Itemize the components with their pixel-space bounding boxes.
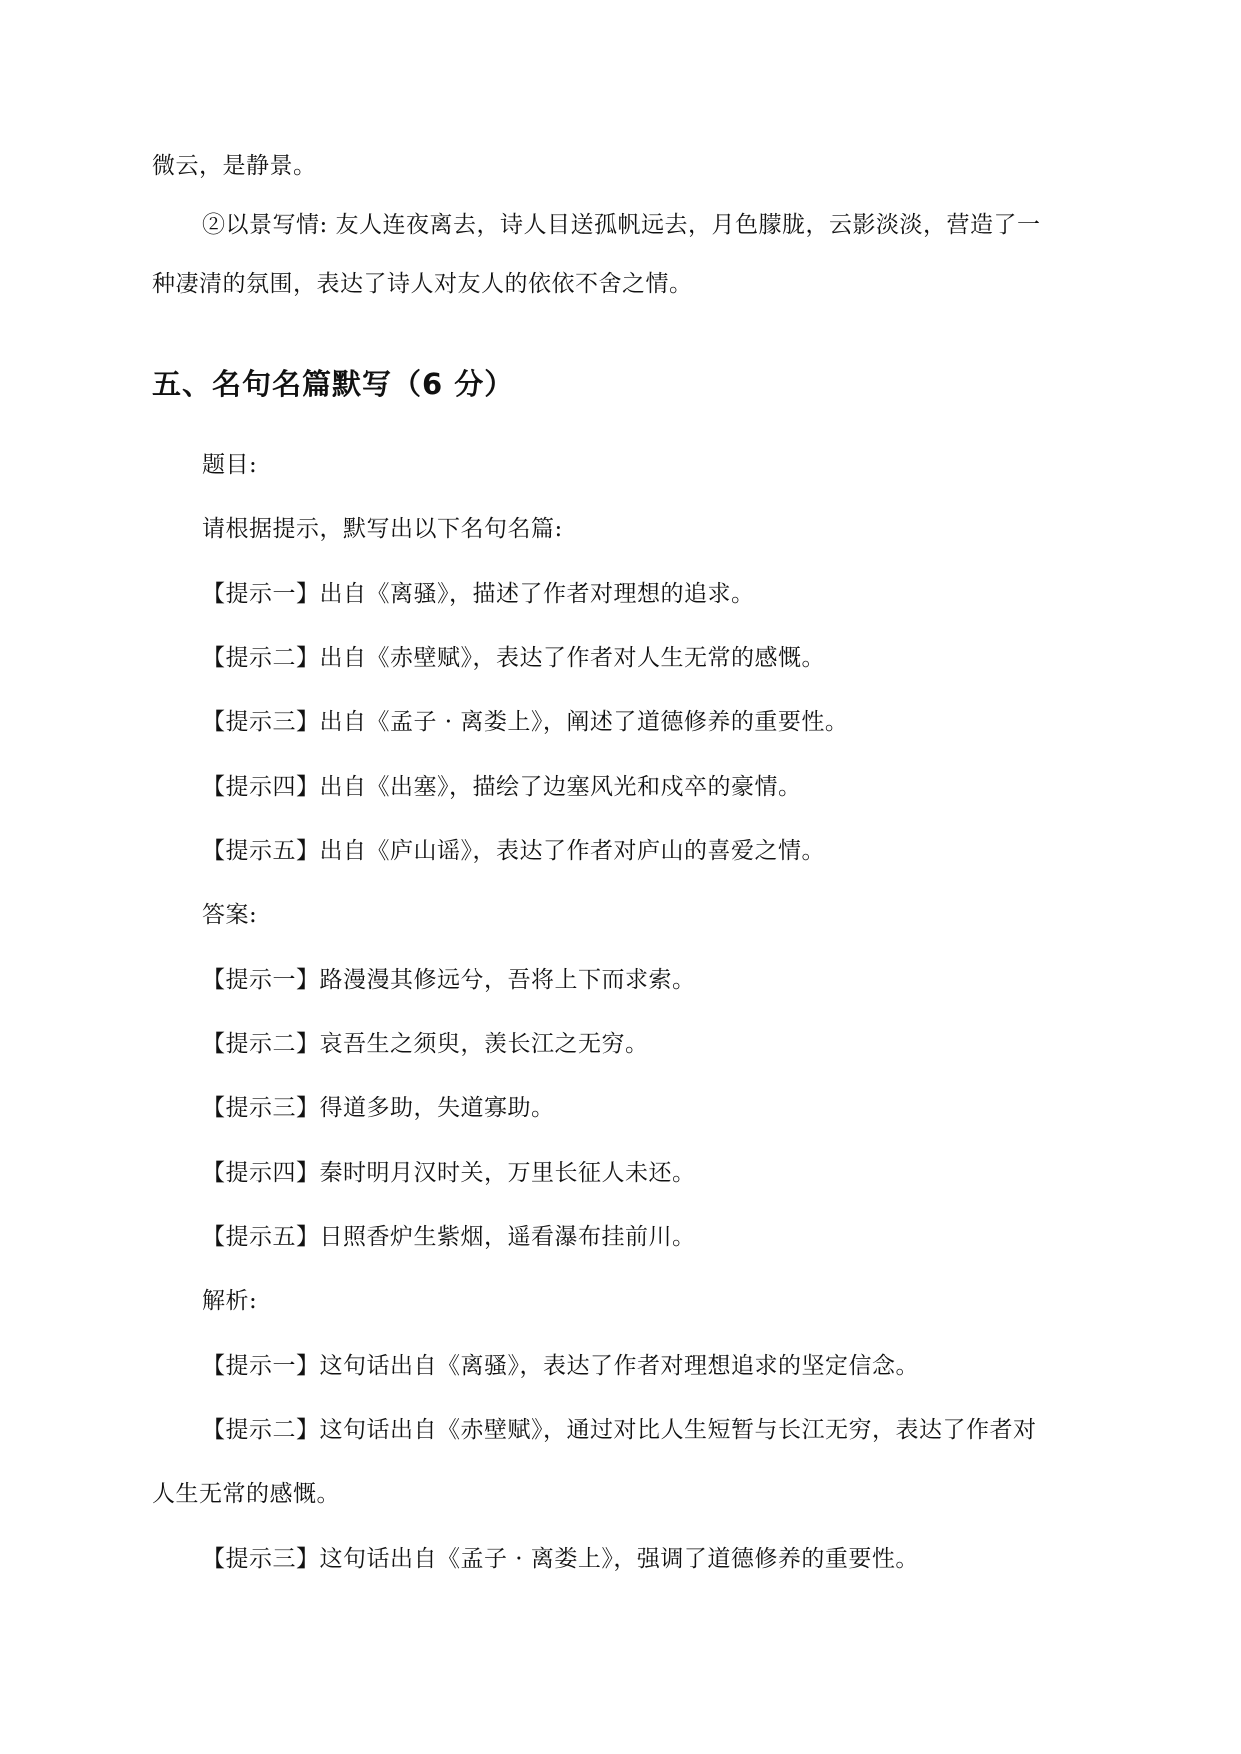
answer-2: 【提示二】哀吾生之须臾，羡长江之无穷。 bbox=[202, 1031, 649, 1057]
answer-4: 【提示四】秦时明月汉时关，万里长征人未还。 bbox=[202, 1160, 696, 1186]
analysis-3: 【提示三】这句话出自《孟子 · 离娄上》，强调了道德修养的重要性。 bbox=[202, 1546, 919, 1572]
question-label: 题目: bbox=[202, 452, 258, 478]
answer-1: 【提示一】路漫漫其修远兮，吾将上下而求索。 bbox=[202, 967, 696, 993]
answer-3: 【提示三】得道多助，失道寡助。 bbox=[202, 1095, 555, 1121]
intro-line-3: 种凄清的氛围，表达了诗人对友人的依依不舍之情。 bbox=[152, 271, 693, 297]
hint-5: 【提示五】出自《庐山谣》，表达了作者对庐山的喜爱之情。 bbox=[202, 838, 825, 864]
analysis-1: 【提示一】这句话出自《离骚》，表达了作者对理想追求的坚定信念。 bbox=[202, 1353, 919, 1379]
answer-label: 答案: bbox=[202, 902, 258, 928]
hint-1: 【提示一】出自《离骚》，描述了作者对理想的追求。 bbox=[202, 581, 755, 607]
hint-3: 【提示三】出自《孟子 · 离娄上》，阐述了道德修养的重要性。 bbox=[202, 709, 849, 735]
analysis-2-line-2: 人生无常的感慨。 bbox=[152, 1481, 340, 1507]
hint-2: 【提示二】出自《赤壁赋》，表达了作者对人生无常的感慨。 bbox=[202, 645, 825, 671]
intro-line-1: 微云，是静景。 bbox=[152, 153, 317, 179]
answer-5: 【提示五】日照香炉生紫烟，遥看瀑布挂前川。 bbox=[202, 1224, 696, 1250]
section-title: 五、名句名篇默写（6 分） bbox=[152, 367, 515, 401]
hint-4: 【提示四】出自《出塞》，描绘了边塞风光和戍卒的豪情。 bbox=[202, 774, 802, 800]
intro-line-2: ②以景写情: 友人连夜离去，诗人目送孤帆远去，月色朦胧，云影淡淡，营造了一 bbox=[202, 212, 1041, 238]
analysis-2-line-1: 【提示二】这句话出自《赤壁赋》，通过对比人生短暂与长江无穷，表达了作者对 bbox=[202, 1417, 1037, 1443]
analysis-label: 解析: bbox=[202, 1288, 258, 1314]
instruction-text: 请根据提示，默写出以下名句名篇: bbox=[202, 516, 563, 542]
